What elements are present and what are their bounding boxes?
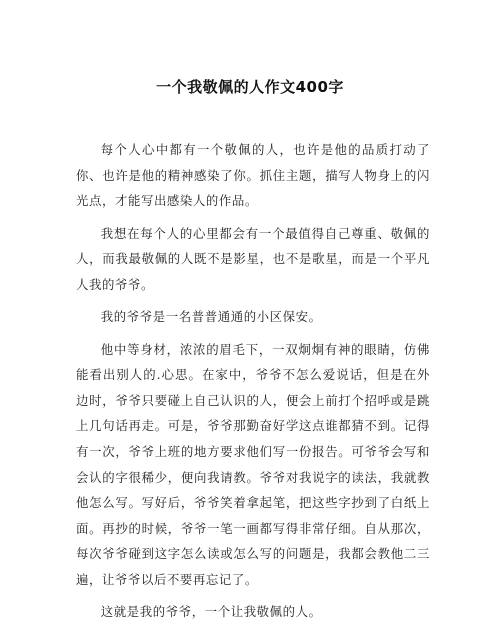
paragraph-1: 每个人心中都有一个敬佩的人，也许是他的品质打动了你、也许是他的精神感染了你。抓住主题，描写人物身上的闪光点，才能写出感染人的作品。 — [76, 142, 430, 209]
article-title: 一个我敬佩的人作文400字 — [156, 78, 344, 96]
paragraph-3: 我的爷爷是一名普普通通的小区保安。 — [100, 309, 322, 325]
paragraph-4: 他中等身材，浓浓的眉毛下，一双炯炯有神的眼睛，仿佛能看出别人的.心思。在家中，爷爷不怎么爱说话，但是在外边时，爷爷只要碰上自己认识的人，便会上前打个招呼或是跳上几句话再走。可是，爷爷那勤奋好学这点谁都猜不到。记得有一次，爷爷上班的地方要求他们写一份报告。可爷爷会写和会认的字很稀少，便向我请教。爷爷对我说字的读法，我就教他怎么写。写好后，爷爷笑着拿起笔，把这些字抄到了白纸上面。再抄的时候，爷爷一笔一画都写得非常仔细。自从那次，每次爷爷碰到这字怎么读或怎么写的问题是，我都会教他二三遍，让爷爷以后不要再忘记了。 — [76, 341, 430, 587]
paragraph-2: 我想在每个人的心里都会有一个最值得自己尊重、敬佩的人，而我最敬佩的人既不是影星，也不是歌星，而是一个平凡人我的爷爷。 — [76, 225, 430, 292]
paragraph-5: 这就是我的爷爷，一个让我敬佩的人。 — [100, 604, 322, 620]
article-body — [76, 137, 430, 632]
